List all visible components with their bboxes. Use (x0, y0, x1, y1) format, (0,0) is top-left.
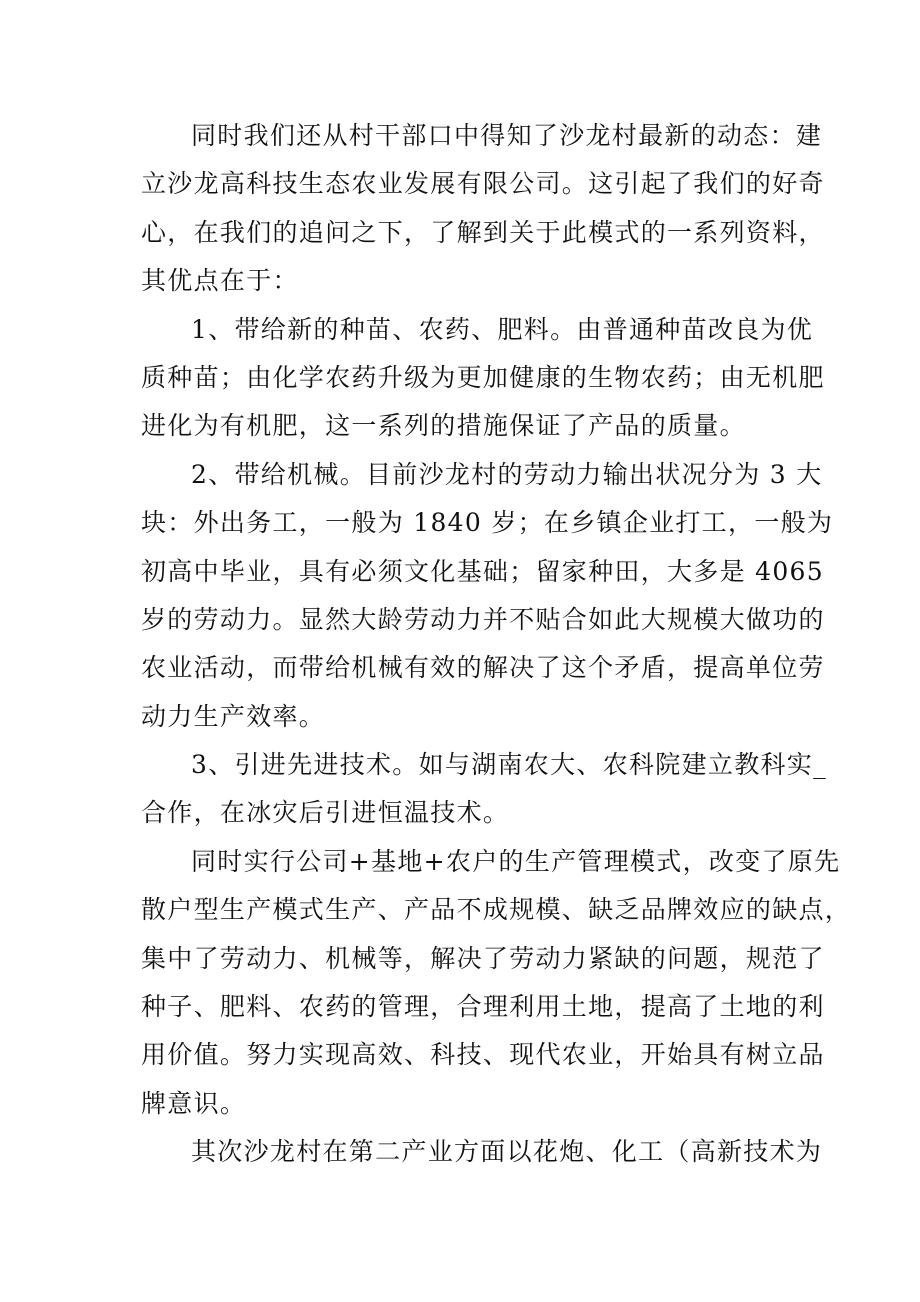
text-line: 其优点在于： (141, 266, 299, 296)
text-line: 2、带给机械。目前沙龙村的劳动力输出状况分为 3 大 (191, 459, 823, 489)
text-line: 岁的劳动力。显然大龄劳动力并不贴合如此大规模大做功的 (141, 604, 825, 634)
text-line: 3、引进先进技术。如与湖南农大、农科院建立教科实_ (191, 750, 827, 780)
text-line: 用价值。努力实现高效、科技、现代农业，开始具有树立品 (141, 1040, 825, 1070)
text-line: 心，在我们的追问之下，了解到关于此模式的一系列资料， (141, 217, 825, 247)
text-line: 散户型生产模式生产、产品不成规模、缺乏品牌效应的缺点， (141, 895, 852, 925)
text-line: 初高中毕业，具有必须文化基础；留家种田，大多是 4065 (141, 556, 824, 586)
text-line: 质种苗；由化学农药升级为更加健康的生物农药；由无机肥 (141, 362, 825, 392)
text-line: 同时实行公司+基地+农户的生产管理模式，改变了原先 (191, 846, 841, 876)
text-line: 集中了劳动力、机械等，解决了劳动力紧缺的问题，规范了 (141, 943, 825, 973)
text-line: 进化为有机肥，这一系列的措施保证了产品的质量。 (141, 411, 746, 441)
text-line: 同时我们还从村干部口中得知了沙龙村最新的动态：建 (191, 121, 823, 150)
text-line: 农业活动，而带给机械有效的解决了这个矛盾，提高单位劳 (141, 653, 825, 683)
text-line: 其次沙龙村在第二产业方面以花炮、化工（高新技术为 (191, 1137, 823, 1167)
text-line: 合作，在冰灾后引进恒温技术。 (141, 798, 510, 828)
text-line: 立沙龙高科技生态农业发展有限公司。这引起了我们的好奇 (141, 169, 825, 199)
text-line: 动力生产效率。 (141, 701, 326, 731)
text-line: 块：外出务工，一般为 1840 岁；在乡镇企业打工，一般为 (141, 508, 834, 538)
document-body (141, 112, 852, 1177)
text-line: 种子、肥料、农药的管理，合理利用土地，提高了土地的利 (141, 992, 825, 1022)
text-line: 1、带给新的种苗、农药、肥料。由普通种苗改良为优 (191, 314, 814, 344)
text-line: 牌意识。 (141, 1088, 247, 1118)
